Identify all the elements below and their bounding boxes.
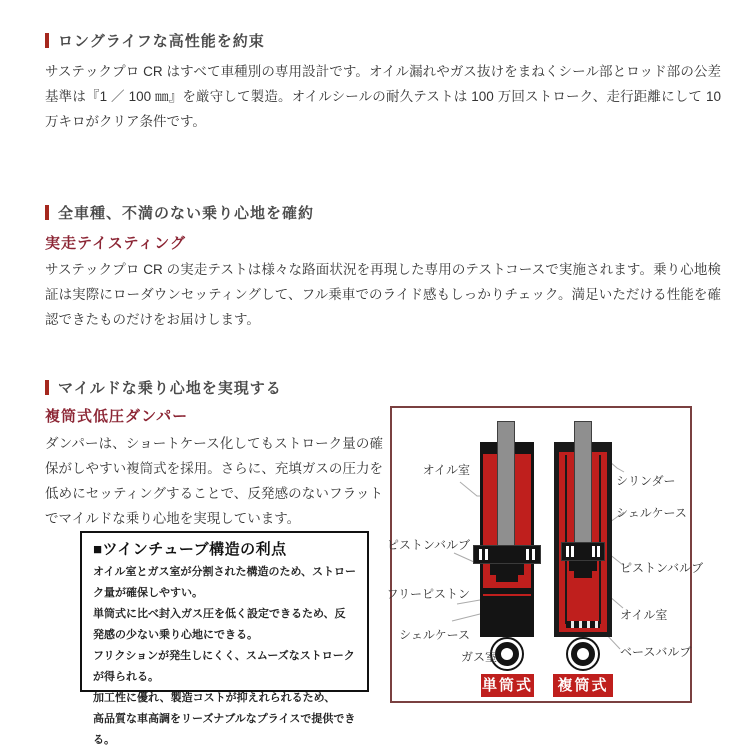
piston-slit [597, 546, 600, 557]
label-cylinder: シリンダー [616, 474, 676, 488]
piston-valve-block [473, 545, 541, 564]
label-oil-chamber-left: オイル室 [422, 463, 470, 477]
benefit-line: 高品質な車高調をリーズナブルなプライスで提供できる。 [93, 713, 356, 746]
gas-chamber [483, 596, 531, 634]
piston-rod [574, 421, 592, 545]
benefit-line: フリクションが発生しにくく、スムーズなストロークが得られる。 [93, 650, 355, 683]
twin-tube-badge: 複筒式 [553, 674, 613, 697]
section2-heading [45, 202, 314, 223]
label-gas-chamber: ガス室 [460, 650, 497, 664]
section3-heading [45, 377, 282, 398]
piston-slit [592, 546, 595, 557]
mounting-eye-bushing [495, 642, 519, 666]
inner-cylinder-wall [565, 455, 567, 624]
free-piston-band [483, 588, 531, 594]
label-shell-case-left: シェルケース [399, 628, 470, 642]
piston-slit [532, 549, 535, 560]
section1-heading-text: ロングライフな高性能を約束 [58, 33, 265, 50]
label-free-piston: フリーピストン [386, 587, 470, 601]
section2-heading-text: 全車種、不満のない乗り心地を確約 [58, 205, 315, 222]
piston-rod [497, 421, 515, 548]
benefit-line: 単筒式に比べ封入ガス圧を低く設定できるため、反発感の少ない乗り心地にできる。 [93, 608, 346, 641]
piston-valve-block [561, 542, 605, 561]
benefit-line: 加工性に優れ、製造コストが抑えれられるため、 [93, 692, 336, 704]
heading-accent-bar [45, 33, 49, 48]
mounting-eye-bushing [571, 642, 595, 666]
piston-slit [526, 549, 529, 560]
mono-tube-badge: 単筒式 [481, 674, 534, 697]
base-valve [566, 621, 600, 628]
heading-accent-bar [45, 205, 49, 220]
piston-nut [574, 571, 592, 578]
label-oil-chamber-right: オイル室 [620, 608, 668, 622]
mounting-eye [566, 637, 600, 671]
twin-tube-benefits-box [80, 531, 369, 746]
benefits-box-title: ■ツインチューブ構造の利点 [93, 541, 287, 558]
benefit-line: オイル室とガス室が分割された構造のため、ストローク量が確保しやすい。 [93, 566, 357, 599]
section3-subheading: 複筒式低圧ダンパー [45, 408, 189, 425]
label-piston-valve-left: ピストンバルブ [386, 538, 470, 552]
piston-slit [566, 546, 569, 557]
piston-slit [479, 549, 482, 560]
section2-subheading: 実走テイスティング [45, 235, 187, 252]
damper-structure-diagram [386, 406, 704, 703]
piston-nut [496, 575, 518, 582]
piston-nut [490, 564, 524, 575]
section1-body: サステックプロ CR はすべて車種別の専用設計です。オイル漏れやガス抜けをまねくシール部とロッド部の公差基準は『1 ／ 100 ㎜』を厳守して製造。オイルシールの耐久テストは 100 万回ストローク、走行距離にして 10 万キロがクリア条件です。 [45, 64, 721, 129]
piston-nut [569, 561, 597, 571]
piston-slit [571, 546, 574, 557]
section3-body: ダンパーは、ショートケース化してもストローク量の確保がしやすい複筒式を採用。さらに、充填ガスの圧力を低めにセッティングすることで、反発感のないフラットでマイルドな乗り心地を実現しています。 [45, 436, 383, 526]
section2-body: サステックプロ CR の実走テストは様々な路面状況を再現した専用のテストコースで実施されます。乗り心地検証は実際にローダウンセッティングして、フル乗車でのライド感もしっかりチェック。満足いただける性能を確認できたものだけをお届けします。 [45, 262, 721, 327]
piston-slit [485, 549, 488, 560]
section1-heading [45, 30, 265, 51]
label-piston-valve-right: ピストンバルブ [620, 561, 704, 575]
heading-accent-bar [45, 380, 49, 395]
label-base-valve: ベースバルブ [620, 645, 692, 659]
label-shell-case-right: シェルケース [616, 506, 687, 520]
section3-heading-text: マイルドな乗り心地を実現する [58, 380, 282, 397]
inner-cylinder-wall [599, 455, 601, 624]
